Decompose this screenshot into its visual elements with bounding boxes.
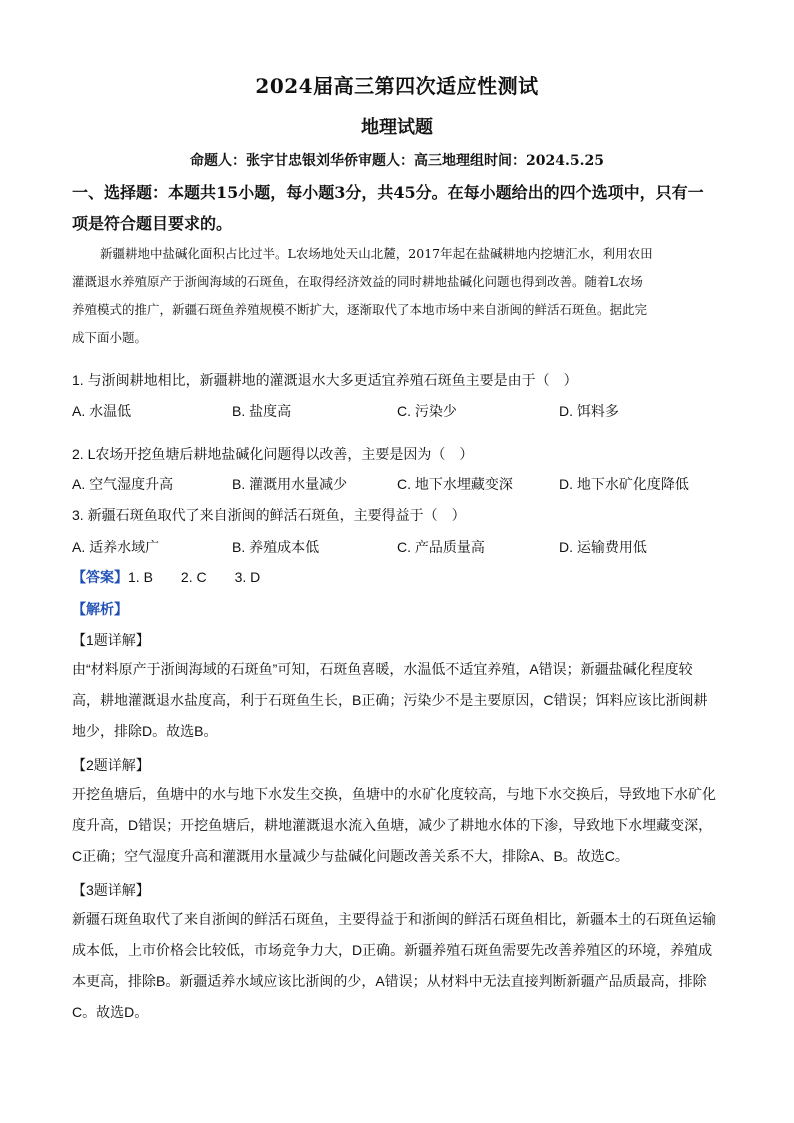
question-3-option-d: D. 运输费用低 xyxy=(559,539,647,555)
question-1-option-b: B. 盐度高 xyxy=(232,403,292,419)
material-line: 灌溉退水养殖原产于浙闽海域的石斑鱼，在取得经济效益的同时耕地盐碱化问题也得到改善。随着L农场 xyxy=(72,274,643,289)
question-1-stem: 1. 与浙闽耕地相比，新疆耕地的灌溉退水大多更适宜养殖石斑鱼主要是由于（ ） xyxy=(72,372,578,388)
answer-line xyxy=(72,567,260,587)
detail-2-line: C正确；空气湿度升高和灌溉用水量减少与盐碱化问题改善关系不大，排除A、B。故选C。 xyxy=(72,848,629,864)
detail-3-line: 本更高，排除B。新疆适养水域应该比浙闽的少，A错误；从材料中无法直接判断新疆产品质最高，排除 xyxy=(72,973,707,989)
question-3-stem: 3. 新疆石斑鱼取代了来自浙闽的鲜活石斑鱼，主要得益于（ ） xyxy=(72,507,466,523)
detail-1-body xyxy=(72,654,732,747)
detail-1-line: 由“材料原产于浙闽海域的石斑鱼”可知，石斑鱼喜暖，水温低不适宜养殖，A错误；新疆盐碱化程度较 xyxy=(72,661,693,677)
question-1-option-a: A. 水温低 xyxy=(72,403,132,419)
detail-3-line: 新疆石斑鱼取代了来自浙闽的鲜活石斑鱼，主要得益于和浙闽的鲜活石斑鱼相比，新疆本土的石斑鱼运输 xyxy=(72,911,716,927)
detail-1-heading: 【1题详解】 xyxy=(72,632,150,648)
section-line: 项是符合题目要求的。 xyxy=(72,214,233,233)
reading-material xyxy=(72,240,732,352)
question-2-option-a: A. 空气湿度升高 xyxy=(72,476,174,492)
question-2-option-b: B. 灌溉用水量减少 xyxy=(232,476,348,492)
detail-3-body xyxy=(72,904,732,1028)
answer-label: 【答案】 xyxy=(72,569,128,585)
material-line: 新疆耕地中盐碱化面积占比过半。L农场地处天山北麓，2017年起在盐碱耕地内挖塘汇水，利用农田 xyxy=(100,246,653,261)
question-3-option-c: C. 产品质量高 xyxy=(397,539,485,555)
exam-title: 2024届高三第四次适应性测试 xyxy=(255,74,539,98)
material-line: 成下面小题。 xyxy=(72,330,148,345)
section-instructions xyxy=(72,177,732,239)
detail-2-line: 度升高，D错误；开挖鱼塘后，耕地灌溉退水流入鱼塘，减少了耕地水体的下渗，导致地下水埋藏变深， xyxy=(72,817,713,833)
question-1-option-d: D. 饵料多 xyxy=(559,403,619,419)
detail-3-heading: 【3题详解】 xyxy=(72,882,150,898)
exam-authors-line: 命题人：张宇甘忠银刘华侨审题人：高三地理组时间：2024.5.25 xyxy=(190,153,604,169)
detail-1-line: 高，耕地灌溉退水盐度高，利于石斑鱼生长，B正确；污染少不是主要原因，C错误；饵料应该比浙闽耕 xyxy=(72,692,708,708)
detail-2-body xyxy=(72,779,732,872)
question-3-option-b: B. 养殖成本低 xyxy=(232,539,320,555)
exam-subject: 地理试题 xyxy=(361,117,433,138)
question-2-stem: 2. L农场开挖鱼塘后耕地盐碱化问题得以改善，主要是因为（ ） xyxy=(72,446,474,462)
section-line: 一、选择题：本题共15小题，每小题3分，共45分。在每小题给出的四个选项中，只有一 xyxy=(72,183,704,202)
detail-2-line: 开挖鱼塘后，鱼塘中的水与地下水发生交换，鱼塘中的水矿化度较高，与地下水交换后，导致地下水矿化 xyxy=(72,786,716,802)
detail-3-line: C。故选D。 xyxy=(72,1004,149,1020)
answer-values: 1. B 2. C 3. D xyxy=(128,569,261,585)
material-line: 养殖模式的推广，新疆石斑鱼养殖规模不断扩大，逐渐取代了本地市场中来自浙闽的鲜活石斑鱼。据此完 xyxy=(72,302,648,317)
question-3-option-a: A. 适养水域广 xyxy=(72,539,160,555)
detail-3-line: 成本低，上市价格会比较低，市场竞争力大，D正确。新疆养殖石斑鱼需要先改善养殖区的环境，养殖成 xyxy=(72,942,713,958)
detail-1-line: 地少，排除D。故选B。 xyxy=(72,723,218,739)
question-1-option-c: C. 污染少 xyxy=(397,403,457,419)
question-2-option-c: C. 地下水埋藏变深 xyxy=(397,476,513,492)
analysis-line xyxy=(72,599,128,619)
detail-2-heading: 【2题详解】 xyxy=(72,757,150,773)
analysis-label: 【解析】 xyxy=(72,601,128,617)
question-2-option-d: D. 地下水矿化度降低 xyxy=(559,476,689,492)
